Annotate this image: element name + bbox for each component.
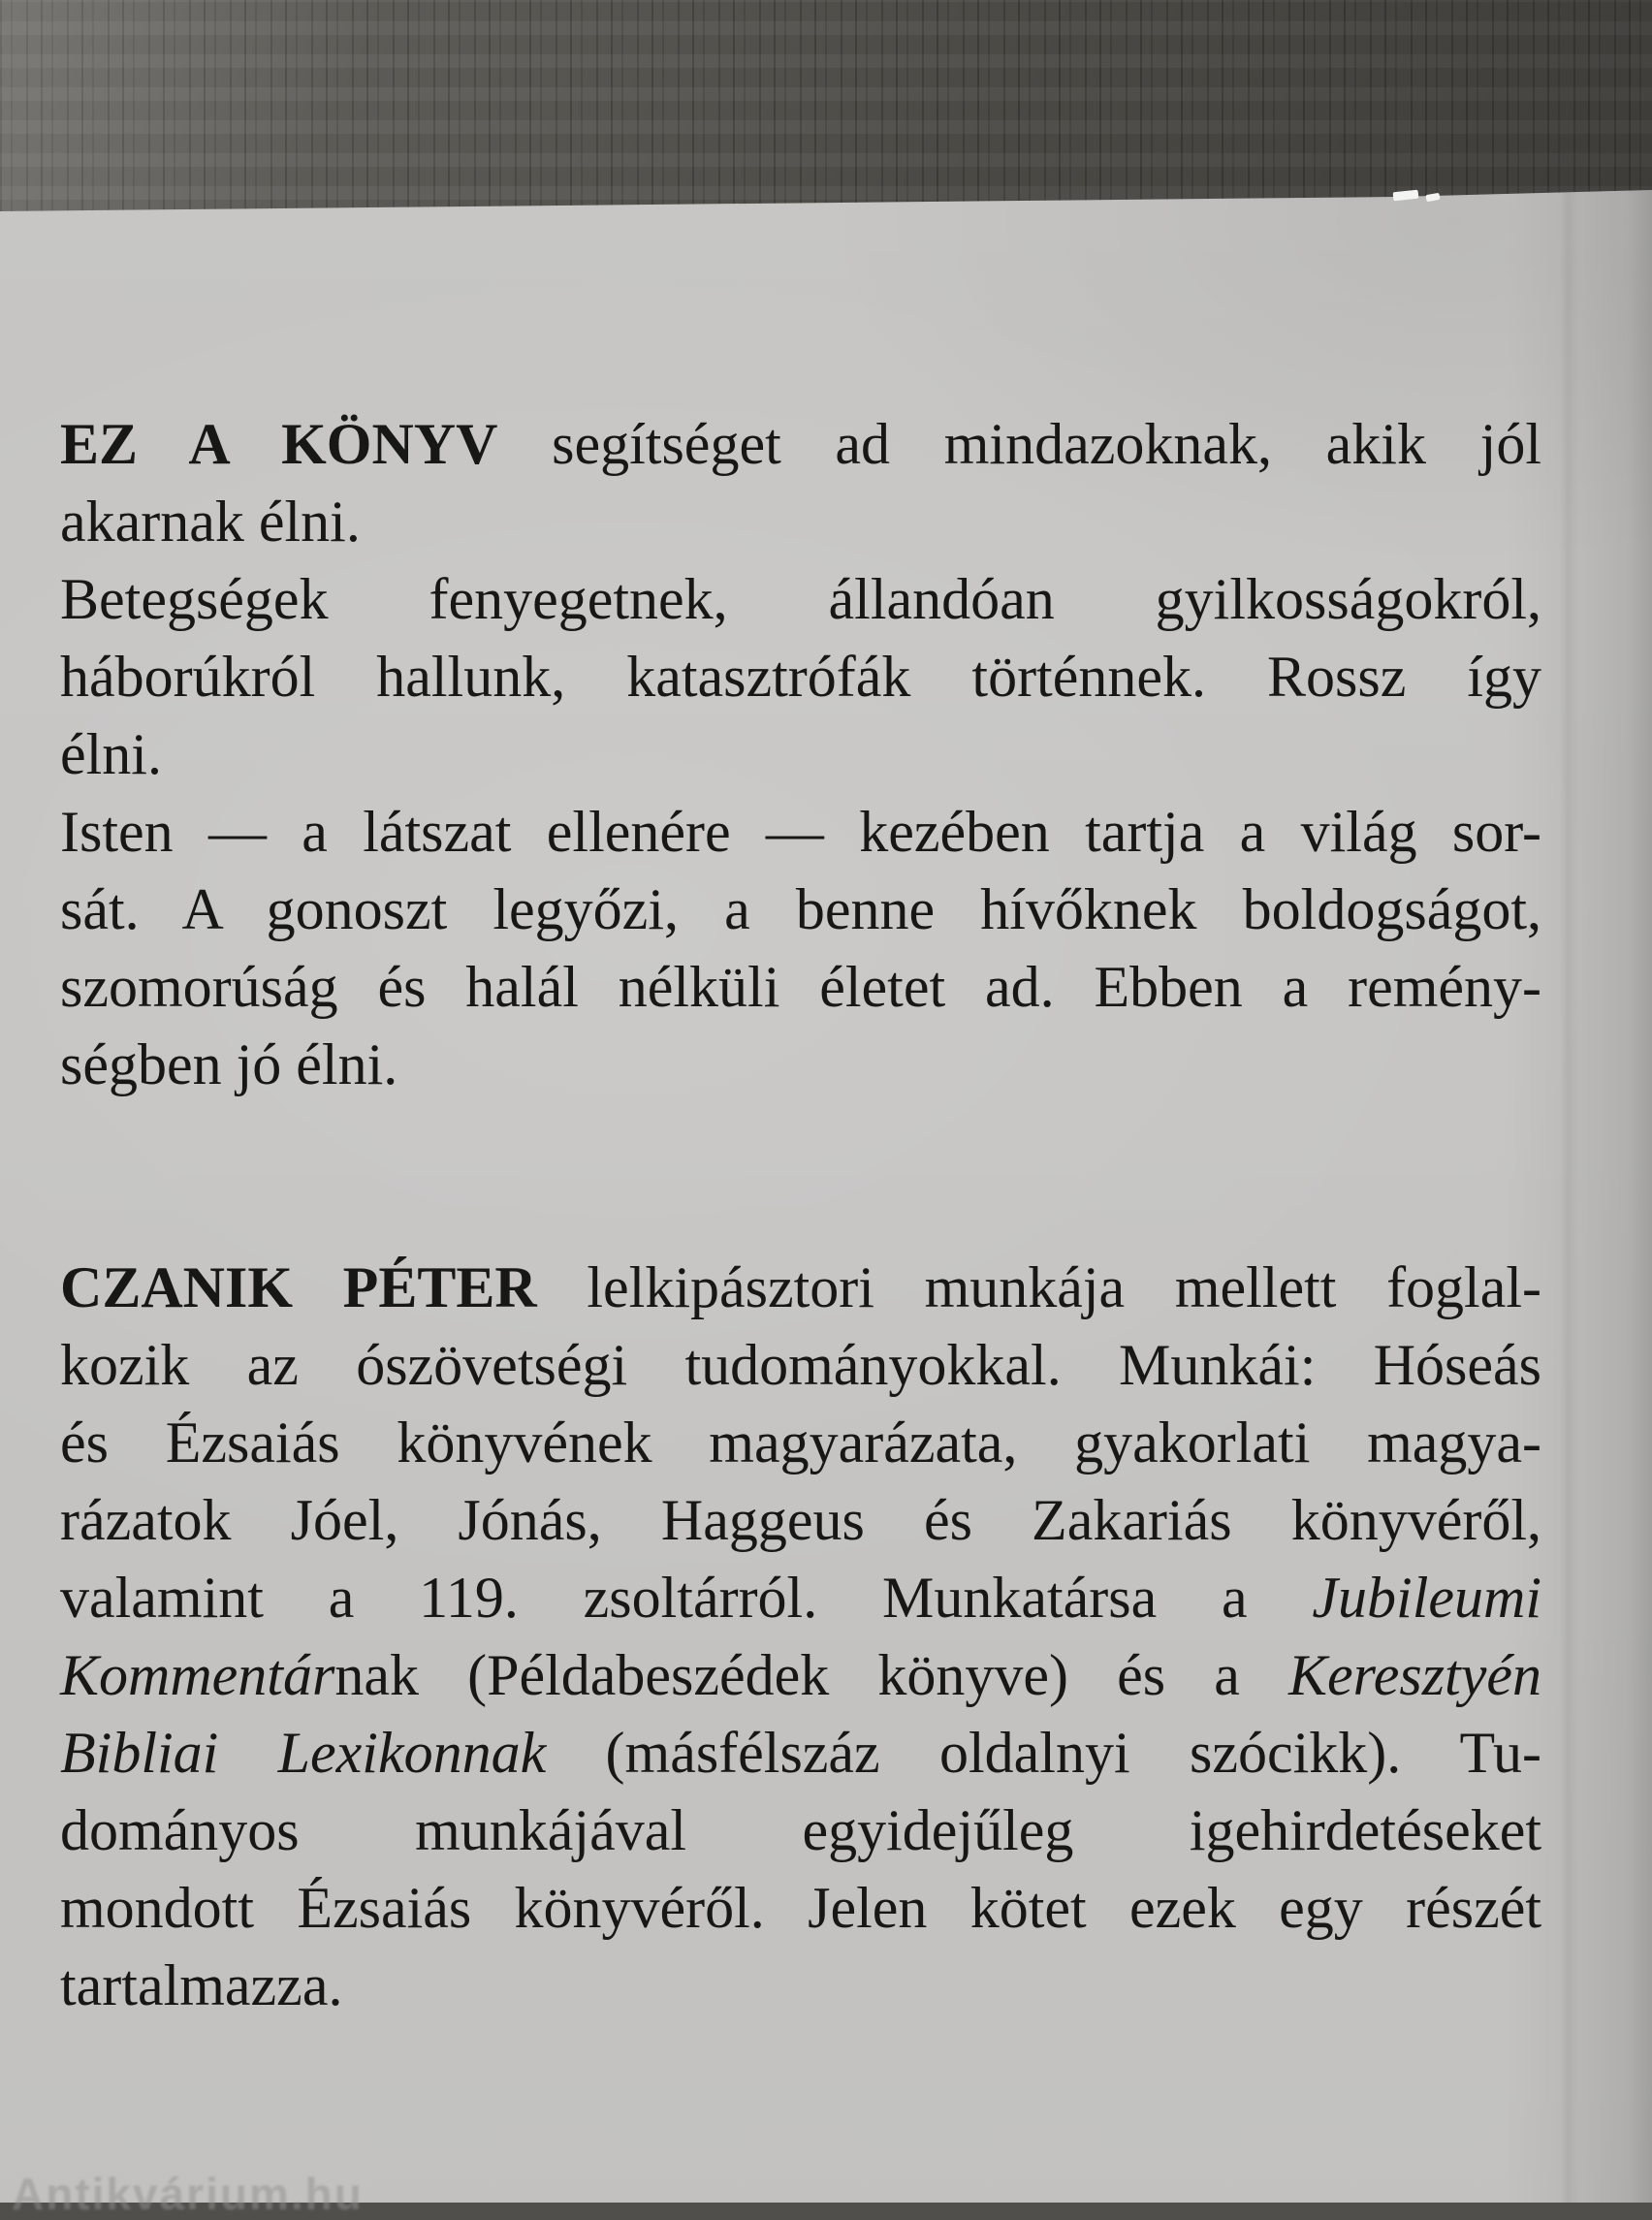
text-segment: Betegségek fenyegetnek, állandóan gyilkosságokról, — [60, 567, 1541, 631]
text-segment: akarnak élni. — [60, 490, 361, 554]
bold-text: CZANIK PÉTER — [60, 1255, 537, 1319]
italic-book-title: Jubileumi — [1312, 1566, 1541, 1630]
text-line — [60, 1869, 1541, 1947]
italic-book-title: Bibliai Lexikonnak — [60, 1721, 547, 1785]
text-line — [60, 793, 1541, 871]
bold-text: EZ A KÖNYV — [60, 412, 498, 476]
text-segment: háborúkról hallunk, katasztrófák történnek. Rossz így — [60, 645, 1541, 709]
text-blocks — [60, 405, 1541, 2024]
author-block — [60, 1249, 1541, 2024]
text-segment: (másfélszáz oldalnyi szócikk). Tu- — [546, 1721, 1541, 1785]
text-line — [60, 638, 1541, 715]
text-segment: valamint a 119. zsoltárról. Munkatársa a — [60, 1566, 1313, 1630]
text-segment: ségben jó élni. — [60, 1032, 398, 1096]
text-line — [60, 483, 1541, 560]
text-line — [60, 715, 1541, 793]
text-line — [60, 1249, 1541, 1326]
text-line — [60, 1714, 1541, 1792]
text-segment: segítséget ad mindazoknak, akik jól — [497, 412, 1541, 476]
text-line — [60, 1559, 1541, 1636]
text-segment: Isten — a látszat ellenére — kezében tartja a világ sor- — [60, 800, 1541, 864]
intro-block — [60, 405, 1541, 1103]
watermark-text: Antikvárium.hu — [12, 2169, 364, 2219]
text-line — [60, 405, 1541, 483]
text-line — [60, 1326, 1541, 1404]
text-segment: lelkipásztori munkája mellett foglal- — [536, 1255, 1541, 1319]
text-line — [60, 1481, 1541, 1559]
text-segment: dományos munkájával egyidejűleg igehirdetéseket — [60, 1798, 1541, 1862]
text-line — [60, 948, 1541, 1026]
text-segment: szomorúság és halál nélküli életet ad. Ebben a remény- — [60, 955, 1541, 1019]
text-line — [60, 1636, 1541, 1714]
text-segment: rázatok Jóel, Jónás, Haggeus és Zakariás könyvéről, — [60, 1488, 1541, 1552]
text-line — [60, 871, 1541, 948]
text-segment: kozik az ószövetségi tudományokkal. Munkái: Hóseás — [60, 1333, 1541, 1397]
text-segment: sát. A gonoszt legyőzi, a benne hívőknek boldogságot, — [60, 877, 1541, 941]
text-line — [60, 1404, 1541, 1481]
text-line — [60, 1026, 1541, 1103]
text-segment: nak (Példabeszédek könyve) és a — [334, 1643, 1288, 1707]
text-segment: és Ézsaiás könyvének magyarázata, gyakorlati magya- — [60, 1411, 1541, 1475]
text-segment: mondott Ézsaiás könyvéről. Jelen kötet ezek egy részét — [60, 1876, 1541, 1940]
text-segment: tartalmazza. — [60, 1953, 343, 2017]
italic-book-title: Kommentár — [60, 1643, 335, 1707]
text-segment: élni. — [60, 722, 162, 786]
italic-book-title: Keresztyén — [1287, 1643, 1541, 1707]
text-line — [60, 1947, 1541, 2024]
text-line — [60, 560, 1541, 638]
text-line — [60, 1792, 1541, 1869]
